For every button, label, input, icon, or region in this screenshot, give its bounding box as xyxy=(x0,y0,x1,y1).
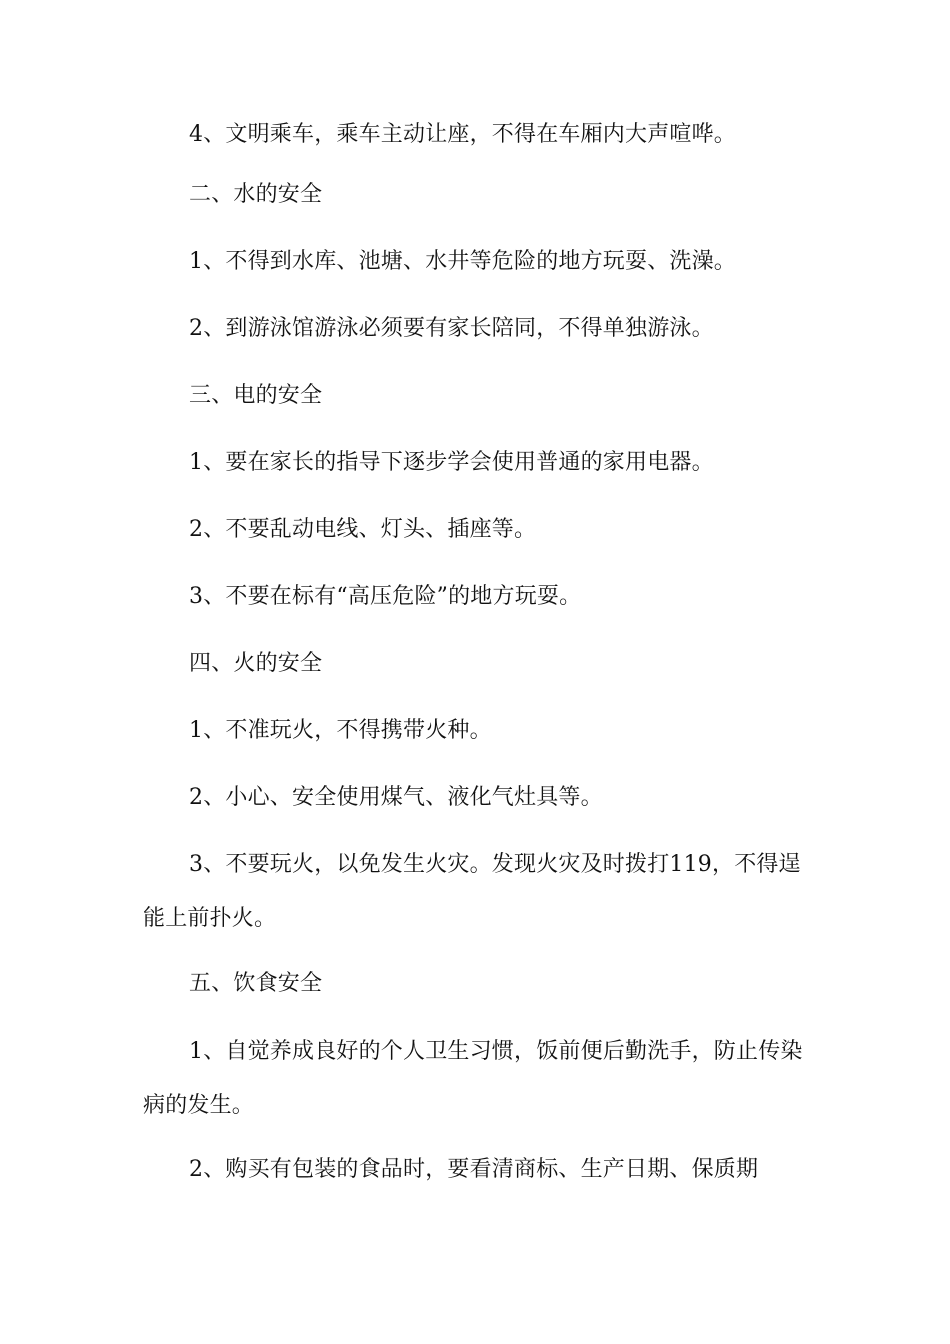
heading-electric-safety: 三、电的安全 xyxy=(189,383,323,408)
heading-fire-safety: 四、火的安全 xyxy=(189,651,323,676)
paragraph-water-rule-1: 1、不得到水库、池塘、水井等危险的地方玩耍、洗澡。 xyxy=(189,249,736,274)
paragraph-fire-rule-3: 3、不要玩火，以免发生火灾。发现火灾及时拨打119，不得逞能上前扑火。 xyxy=(143,852,801,931)
paragraph-fire-rule-1: 1、不准玩火，不得携带火种。 xyxy=(189,718,492,743)
paragraph-food-rule-2: 2、购买有包装的食品时，要看清商标、生产日期、保质期 xyxy=(189,1157,759,1182)
paragraph-electric-rule-3: 3、不要在标有“高压危险”的地方玩耍。 xyxy=(189,584,582,609)
heading-water-safety: 二、水的安全 xyxy=(189,182,323,207)
heading-food-safety: 五、饮食安全 xyxy=(189,971,323,996)
paragraph-electric-rule-2: 2、不要乱动电线、灯头、插座等。 xyxy=(189,517,537,542)
paragraph-public-transport-rule-4: 4、文明乘车，乘车主动让座，不得在车厢内大声喧哗。 xyxy=(189,122,736,147)
paragraph-fire-rule-2: 2、小心、安全使用煤气、液化气灶具等。 xyxy=(189,785,603,810)
paragraph-water-rule-2: 2、到游泳馆游泳必须要有家长陪同，不得单独游泳。 xyxy=(189,316,714,341)
paragraph-electric-rule-1: 1、要在家长的指导下逐步学会使用普通的家用电器。 xyxy=(189,450,714,475)
paragraph-food-rule-1: 1、自觉养成良好的个人卫生习惯，饭前便后勤洗手，防止传染病的发生。 xyxy=(143,1039,803,1118)
